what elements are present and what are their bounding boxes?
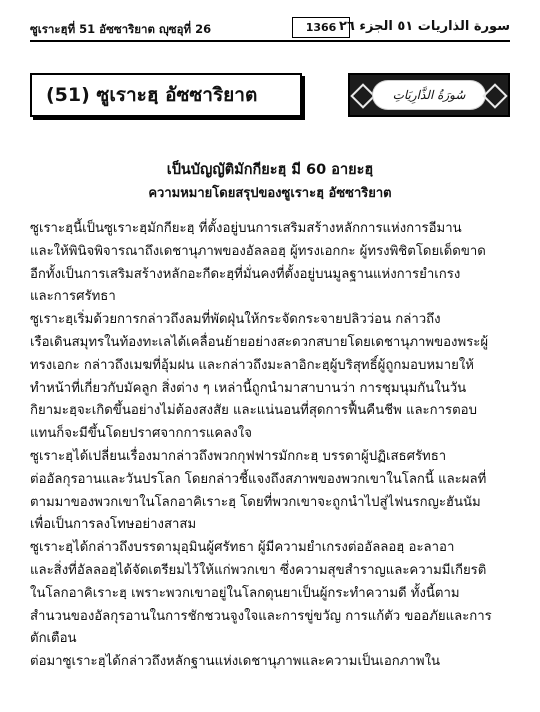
page-header: [30, 20, 510, 42]
body-text-line: ซูเราะฮฺได้กล่าวถึงบรรดามุอฺมินผู้ศรัทธา ผู้มีความยำเกรงต่ออัลลอฮฺ อะลาอา: [30, 540, 455, 556]
body-text-line: ตักเตือน: [30, 631, 77, 647]
body-text-line: ตามมาของพวกเขาในโลกอาคิเราะฮฺ โดยที่พวกเขาจะถูกนำไปสู่ไฟนรกญะฮันนัม: [30, 494, 481, 510]
body-text-line: ต่ออัลกุรอานและวันปรโลก โดยกล่าวชี้แจงถึงสภาพของพวกเขาในโลกนี้ และผลที่: [30, 471, 487, 487]
revelation-subtitle: เป็นบัญญัติมักกียะฮฺ มี 60 อายะฮฺ: [166, 162, 374, 178]
body-text-line: ซูเราะฮฺเริ่มด้วยการกล่าวถึงลมที่พัดฝุ่นให้กระจัดกระจายปลิวว่อน กล่าวถึง: [30, 312, 441, 328]
body-text-line: สำนวนของอัลกุรอานในการชักชวนจูงใจและการขู่ขวัญ การแก้ตัว ขออภัยและการ: [30, 608, 492, 624]
surah-title: (51) ซูเราะฮฺ อัซซาริยาต: [46, 84, 258, 106]
summary-subtitle: ความหมายโดยสรุปของซูเราะฮฺ อัซซาริยาต: [148, 186, 392, 201]
body-text-line: ทำหน้าที่เกี่ยวกับมัคลูก สิ่งต่าง ๆ เหล่านี้ถูกนำมาสาบานว่า การชุมนุมกันในวัน: [30, 380, 467, 396]
body-text-line: ทรงเอกะ กล่าวถึงเมฆที่อุ้มฝน และกล่าวถึงมะลาอิกะฮฺผู้บริสุทธิ์ผู้ถูกมอบหมายให้: [30, 357, 474, 373]
body-text-line: อีกทั้งเป็นการเสริมสร้างหลักอะกีดะฮฺที่มั่นคงที่ตั้งอยู่บนมูลฐานแห่งการยำเกรง: [30, 266, 461, 282]
calligraphy-cartouche: [372, 80, 486, 110]
body-text-line: เรือเดินสมุทรในท้องทะเลได้เคลื่อนย้ายอย่างสะดวกสบายโดยเดชานุภาพของพระผู้: [30, 334, 489, 350]
body-text-line: ซูเราะฮฺได้เปลี่ยนเรื่องมากล่าวถึงพวกกุฟฟารมักกะฮฺ บรรดาผู้ปฏิเสธศรัทธา: [30, 448, 447, 464]
page-number-box: 1366: [292, 17, 350, 38]
body-text-line: และให้พินิจพิจารณาถึงเดชานุภาพของอัลลอฮฺ ผู้ทรงเอกกะ ผู้ทรงพิชิตโดยเด็ดขาด: [30, 243, 486, 259]
body-text-line: ในโลกอาคิเราะฮฺ เพราะพวกเขาอยู่ในโลกดุนยาเป็นผู้กระทำความดี ทั้งนี้ตาม: [30, 585, 460, 601]
body-text-line: ต่อมาซูเราะฮฺได้กล่าวถึงหลักฐานแห่งเดชานุภาพและความเป็นเอกภาพใน: [30, 654, 441, 670]
body-text-line: กิยามะฮฺจะเกิดขึ้นอย่างไม่ต้องสงสัย และแน่นอนที่สุดการฟื้นคืนชีพ และการตอบ: [30, 403, 477, 419]
surah-calligraphy: سُورَةُ الذَّارِيَاتِ: [392, 88, 466, 102]
ornament-right-icon: [482, 83, 507, 108]
header-arabic-surah-info: سورة الذاريات ٥١ الجزء ٢٦: [338, 19, 510, 34]
body-text-line: และสิ่งที่อัลลอฮฺได้จัดเตรียมไว้ให้แก่พวกเขา ซึ่งความสุขสำราญและความมีเกียรติ: [30, 562, 487, 578]
body-text-line: เพื่อเป็นการลงโทษอย่างสาสม: [30, 517, 197, 533]
body-text-line: และการศรัทธา: [30, 289, 116, 305]
body-text-line: แทนก็จะมีขึ้นโดยปราศจากการแคลงใจ: [30, 426, 252, 442]
surah-title-box: [30, 73, 302, 117]
body-text: [30, 218, 514, 674]
header-surah-info: ซูเราะฮฺที่ 51 อัซซาริยาต ญุซอุที่ 26: [30, 22, 212, 36]
body-text-line: ซูเราะฮฺนี้เป็นซูเราะฮฺมักกียะฮฺ ที่ตั้งอยู่บนการเสริมสร้างหลักการแห่งการอีมาน: [30, 221, 462, 236]
surah-calligraphy-banner: [348, 73, 510, 117]
surah-title-area: [30, 73, 510, 117]
